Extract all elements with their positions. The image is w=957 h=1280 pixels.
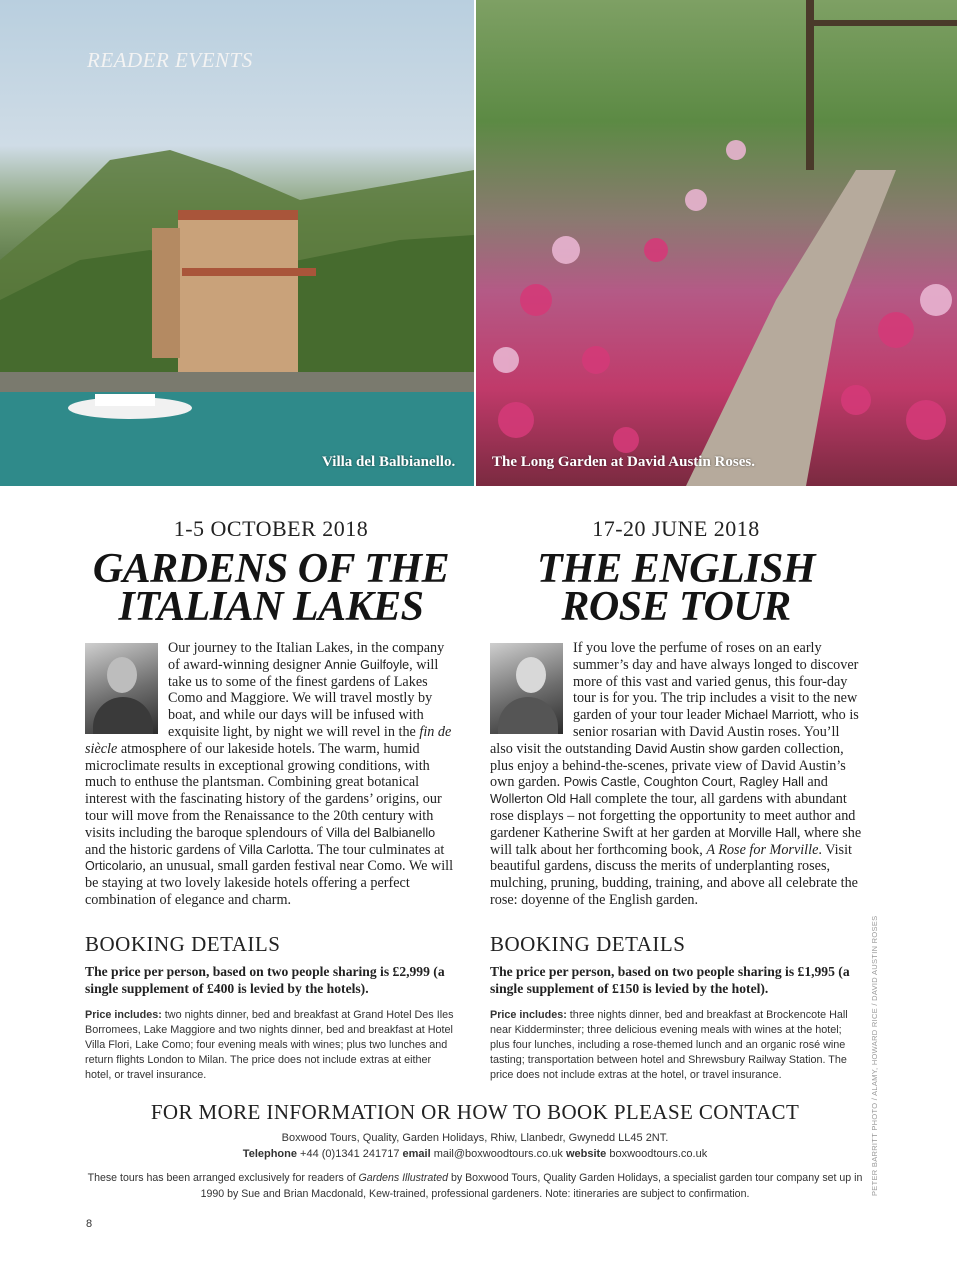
garden-name: Wollerton Old Hall	[490, 792, 592, 807]
body-text: , who is senior rosarian with David Austin roses. You’ll also visit the outstanding	[490, 707, 859, 757]
body-text: Our journey to the Italian Lakes, in the company of award-winning designer	[168, 640, 445, 673]
article-headline	[85, 546, 457, 630]
body-text: atmosphere of our lakeside hotels. The warm, humid microclimate results in exceptional growing conditions, with much to enthuse the plantsman. Combining great botanical interest with the fascinating history of the gardens’ origins, our tour will move from the Renaissance to the 20th century with visits including the baroque splendours of	[85, 740, 442, 841]
photo-caption-left: Villa del Balbianello.	[322, 454, 456, 470]
tour-leader-portrait	[490, 643, 563, 734]
section-kicker: READER EVENTS	[87, 48, 253, 72]
contact-section	[85, 1100, 865, 1202]
price-includes-label: Price includes:	[490, 1009, 567, 1021]
garden-name: Villa Carlotta	[239, 842, 311, 857]
garden-name: Morville Hall	[728, 825, 797, 840]
tour-date: 17-20 JUNE 2018	[592, 516, 760, 541]
villa-photo	[0, 0, 474, 486]
disclaimer-text: by Boxwood Tours, Quality Garden Holidays, a specialist garden tour company set up in 1990 by Sue and Brian Macdonald, Kew-trained, professional gardeners. Note: itineraries are subject to confirmation.	[200, 1172, 863, 1200]
page-number: 8	[86, 1218, 93, 1230]
body-text: . The tour culminates at	[310, 841, 445, 858]
contact-title: FOR MORE INFORMATION OR HOW TO BOOK PLEASE CONTACT	[150, 1100, 800, 1124]
disclaimer-text: These tours has been arranged exclusively for readers of	[87, 1172, 359, 1184]
body-text: . Visit beautiful gardens, discuss the merits of underplanting roses, mulching, pruning, budding, training, and above all celebrate the rose: doyenne of the English garden.	[490, 841, 858, 908]
english-rose-article	[490, 516, 862, 909]
garden-names: Powis Castle, Coughton Court, Ragley Hall	[563, 775, 804, 790]
garden-name: Villa del Balbianello	[326, 825, 436, 840]
body-text: , where she will talk about her forthcoming book,	[490, 824, 862, 858]
email-link[interactable]: mail@boxwoodtours.co.uk	[430, 1148, 566, 1160]
book-title: A Rose for Morville	[706, 841, 819, 858]
publication-name: Gardens Illustrated	[358, 1172, 449, 1184]
price-includes-label: Price includes:	[85, 1009, 162, 1021]
body-italic: fin de siècle	[85, 723, 452, 757]
body-text: and	[803, 774, 828, 791]
price-includes	[490, 1008, 862, 1083]
photo-caption-right: The Long Garden at David Austin Roses.	[492, 454, 755, 470]
body-text: , an unusual, small garden festival near Como. We will be staying at two lovely lakeside hotels offering a perfect combination of elegance and charm.	[85, 858, 454, 908]
headline-line-1: THE ENGLISH	[536, 546, 816, 592]
garden-name: David Austin show garden	[635, 741, 781, 756]
booking-details-right	[490, 932, 862, 1083]
website-link[interactable]: boxwoodtours.co.uk	[606, 1148, 708, 1160]
designer-name: Annie Guilfoyle	[324, 657, 410, 672]
price-includes-text: three nights dinner, bed and breakfast at Brockencote Hall near Kidderminster; three delicious evening meals with wines at the hotel; plus four lunches, including a rose-themed lunch and an organic rosé wine tasting; transportation between hotel and Shrewsbury Railway Station. The price does not include extras at the hotel, or travel insurance.	[490, 1009, 848, 1081]
body-text: collection, plus enjoy a behind-the-scenes, private view of David Austin’s own garden.	[490, 740, 846, 791]
price-includes-text: two nights dinner, bed and breakfast at Grand Hotel Des Iles Borromees, Lake Maggiore and two nights dinner, bed and breakfast at Hotel Villa Flori, Lake Como; four evening meals with wines; plus two lunches and return flights London to Milan. The price does not include extras at either hotel, or travel insurance.	[85, 1009, 454, 1081]
website-label: website	[565, 1148, 607, 1160]
booking-title: BOOKING DETAILS	[85, 932, 281, 956]
body-text: , will take us to some of the finest gardens of Lakes Como and Maggiore. We will travel mostly by boat, and while our days will be infused with exquisite light, by night we will revel in the	[168, 656, 439, 740]
body-text: complete the tour, all gardens with abundant rose displays – not forgetting the opportunity to meet author and gardener Katherine Swift at her garden at	[490, 791, 856, 841]
festival-name: Orticolario	[85, 859, 143, 874]
disclaimer	[85, 1170, 865, 1202]
telephone-label: Telephone	[242, 1148, 297, 1160]
contact-details	[85, 1146, 865, 1162]
article-body	[85, 640, 457, 909]
booking-price: The price per person, based on two people sharing is £1,995 (a single supplement of £150 is levied by the hotel).	[490, 964, 850, 996]
booking-details-left	[85, 932, 457, 1083]
booking-title: BOOKING DETAILS	[490, 932, 686, 956]
body-text: If you love the perfume of roses on an early summer’s day and have always longed to discover more of this vast and varied genus, this four-day tour is for you. The trip includes a visit to the new garden of your tour leader	[573, 640, 859, 724]
header-photos	[0, 0, 957, 486]
price-includes	[85, 1008, 457, 1083]
headline-line-2: ITALIAN LAKES	[118, 584, 424, 630]
italian-lakes-article	[85, 516, 457, 909]
headline-line-1: GARDENS OF THE	[92, 546, 450, 592]
contact-address: Boxwood Tours, Quality, Garden Holidays, Rhiw, Llanbedr, Gwynedd LL45 2NT.	[281, 1132, 669, 1144]
email-label: email	[402, 1148, 431, 1160]
photo-credit: PETER BARRITT PHOTO / ALAMY, HOWARD RICE / DAVID AUSTIN ROSES	[870, 915, 879, 1196]
tour-date: 1-5 OCTOBER 2018	[173, 516, 369, 541]
telephone-number[interactable]: +44 (0)1341 241717	[297, 1148, 403, 1160]
article-body	[490, 640, 862, 909]
rose-garden-photo	[476, 0, 957, 486]
headline-line-2: ROSE TOUR	[561, 584, 791, 630]
designer-portrait	[85, 643, 158, 734]
body-text: and the historic gardens of	[85, 841, 240, 858]
article-headline	[490, 546, 862, 630]
leader-name: Michael Marriott	[724, 708, 815, 723]
booking-price: The price per person, based on two people sharing is £2,999 (a single supplement of £400 is levied by the hotels).	[85, 964, 445, 996]
